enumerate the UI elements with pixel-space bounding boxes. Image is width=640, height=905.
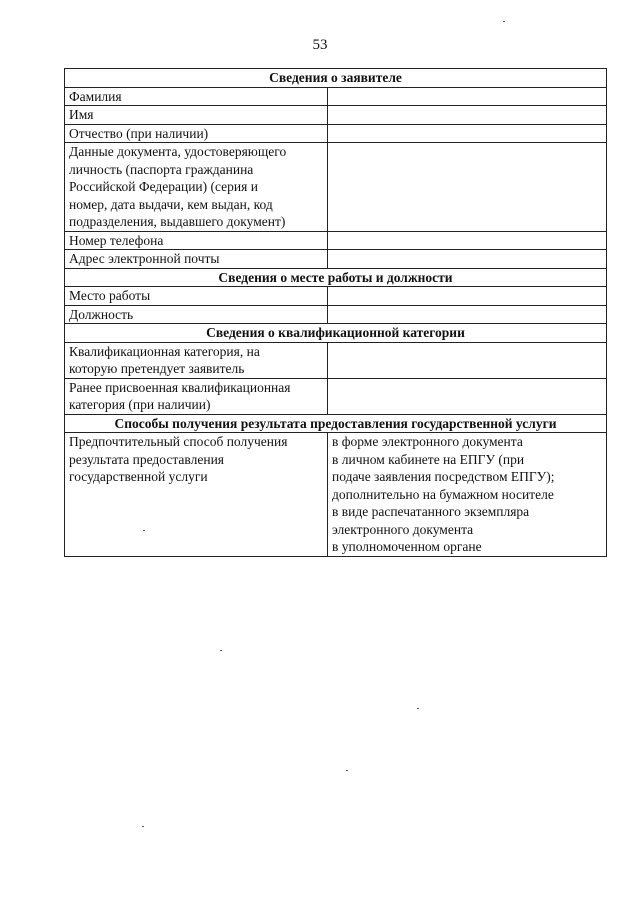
field-value-position[interactable] [328, 305, 607, 324]
section-header-qualification [65, 324, 607, 343]
field-value-name[interactable] [328, 106, 607, 125]
field-value-email[interactable] [328, 250, 607, 269]
field-value-workplace[interactable] [328, 287, 607, 306]
table-row [65, 378, 607, 414]
scan-speck [503, 21, 505, 22]
table-row [65, 305, 607, 324]
field-label-patronymic: Отчество (при наличии) [65, 124, 328, 143]
field-label-position: Должность [65, 305, 328, 324]
table-row [65, 250, 607, 269]
table-row [65, 231, 607, 250]
field-label-requested-category: Квалификационная категория, на которую претендует заявитель [65, 342, 328, 378]
field-value-surname[interactable] [328, 87, 607, 106]
field-value-identity-document[interactable] [328, 143, 607, 232]
field-label-delivery-method: Предпочтительный способ получения результата предоставления государственной услуги [65, 433, 328, 557]
field-label-previous-category: Ранее присвоенная квалификационная категория (при наличии) [65, 378, 328, 414]
field-value-delivery-method: в форме электронного документа в личном кабинете на ЕПГУ (при подаче заявления посредством ЕПГУ); дополнительно на бумажном носителе в виде распечатанного экземпляра электронного документа в уполномоченном органе [328, 433, 607, 557]
section-header-result-delivery [65, 414, 607, 433]
field-value-patronymic[interactable] [328, 124, 607, 143]
section-title: Сведения о месте работы и должности [65, 268, 607, 287]
field-label-identity-document: Данные документа, удостоверяющего личность (паспорта гражданина Российской Федерации) (серия и номер, дата выдачи, кем выдан, код подразделения, выдавшего документ) [65, 143, 328, 232]
field-label-name: Имя [65, 106, 328, 125]
section-title: Способы получения результата предоставления государственной услуги [65, 414, 607, 433]
application-form-table [64, 68, 607, 557]
table-row [65, 433, 607, 557]
table-row [65, 124, 607, 143]
field-value-requested-category[interactable] [328, 342, 607, 378]
field-value-phone[interactable] [328, 231, 607, 250]
scan-speck [142, 826, 144, 827]
field-label-phone: Номер телефона [65, 231, 328, 250]
table-row [65, 143, 607, 232]
scan-speck [346, 770, 348, 771]
table-row [65, 106, 607, 125]
field-label-workplace: Место работы [65, 287, 328, 306]
field-value-previous-category[interactable] [328, 378, 607, 414]
section-title: Сведения о квалификационной категории [65, 324, 607, 343]
section-header-workplace [65, 268, 607, 287]
section-header-applicant [65, 69, 607, 88]
scan-speck [417, 708, 419, 709]
field-label-surname: Фамилия [65, 87, 328, 106]
section-title: Сведения о заявителе [65, 69, 607, 88]
field-label-email: Адрес электронной почты [65, 250, 328, 269]
scan-speck [143, 530, 145, 531]
table-row [65, 342, 607, 378]
scan-speck [220, 650, 222, 651]
table-row [65, 287, 607, 306]
table-row [65, 87, 607, 106]
page-number: 53 [312, 37, 328, 53]
